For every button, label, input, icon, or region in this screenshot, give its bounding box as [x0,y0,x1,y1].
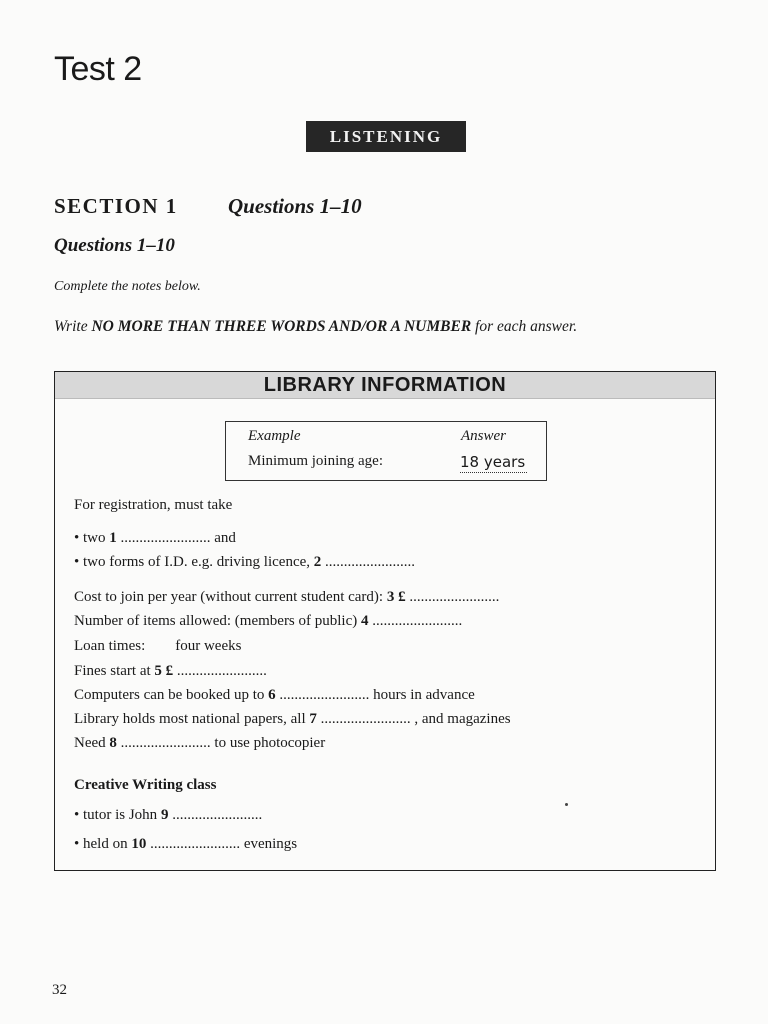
note-text: Need [74,735,110,751]
note-text: Computers can be booked up to [74,687,269,703]
note-blank: ........................ [168,807,263,823]
note-text: • two forms of I.D. e.g. driving licence, [74,554,314,570]
note-text: Cost to join per year (without current student card): [74,589,387,605]
note-text: • two [74,530,110,546]
instruction-limit: NO MORE THAN THREE WORDS AND/OR A NUMBER [91,318,472,335]
note-blank: ........................ [321,554,416,570]
instruction-complete-notes: Complete the notes below. [54,279,201,294]
page-number: 32 [52,982,67,998]
note-line-q4 [74,613,462,630]
question-number: 10 [131,836,147,852]
note-line-q8 [74,735,325,752]
note-text: Fines start at [74,663,155,679]
example-question: Minimum joining age: [248,453,383,469]
note-line-q1 [74,530,236,547]
example-answer: 18 years [460,453,526,471]
note-blank: ........................ , and magazines [316,711,511,727]
stray-dot [565,803,568,806]
note-line-q2 [74,554,415,571]
section-heading [54,194,362,219]
creative-writing-heading: Creative Writing class [74,777,217,793]
note-line-loan-times: Loan times: four weeks [74,638,242,654]
question-number: 3 £ [386,589,406,605]
note-line-q7 [74,711,511,728]
instruction-prefix: Write [54,318,92,335]
note-text: Number of items allowed: (members of public) [74,613,362,629]
question-number: 1 [109,530,117,546]
notes-heading: LIBRARY INFORMATION [55,372,715,399]
note-blank: ........................ [173,663,267,679]
note-blank: ........................ [405,589,500,605]
note-blank: ........................ to use photocopier [116,735,326,751]
note-line-q3 [74,589,499,606]
answer-label: Answer [461,428,506,444]
test-title: Test 2 [54,50,142,88]
note-line-q6 [74,687,475,704]
instruction-word-limit [54,318,577,336]
example-box [225,421,547,481]
note-line-q10 [74,836,297,853]
example-label: Example [248,428,301,444]
library-notes-box [54,371,716,871]
note-line-registration: For registration, must take [74,497,233,513]
question-number: 9 [160,807,169,823]
section-questions: Questions 1–10 [228,194,362,218]
listening-banner: LISTENING [306,121,466,152]
note-blank: ........................ [368,613,463,629]
question-number: 6 [268,687,276,703]
note-blank: ........................ evenings [146,836,298,852]
note-line-q5 [74,663,267,680]
questions-heading: Questions 1–10 [54,235,175,256]
note-blank: ........................ and [116,530,236,546]
question-number: 7 [309,711,317,727]
question-number: 5 £ [154,663,174,679]
question-number: 4 [361,613,369,629]
instruction-suffix: for each answer. [471,318,578,335]
note-text: • held on [74,836,132,852]
note-blank: ........................ hours in advance [275,687,475,703]
section-label: SECTION 1 [54,194,178,218]
note-text: • tutor is John [74,807,161,823]
note-line-q9 [74,807,262,824]
question-number: 8 [109,735,117,751]
question-number: 2 [313,554,322,570]
note-text: Library holds most national papers, all [74,711,310,727]
